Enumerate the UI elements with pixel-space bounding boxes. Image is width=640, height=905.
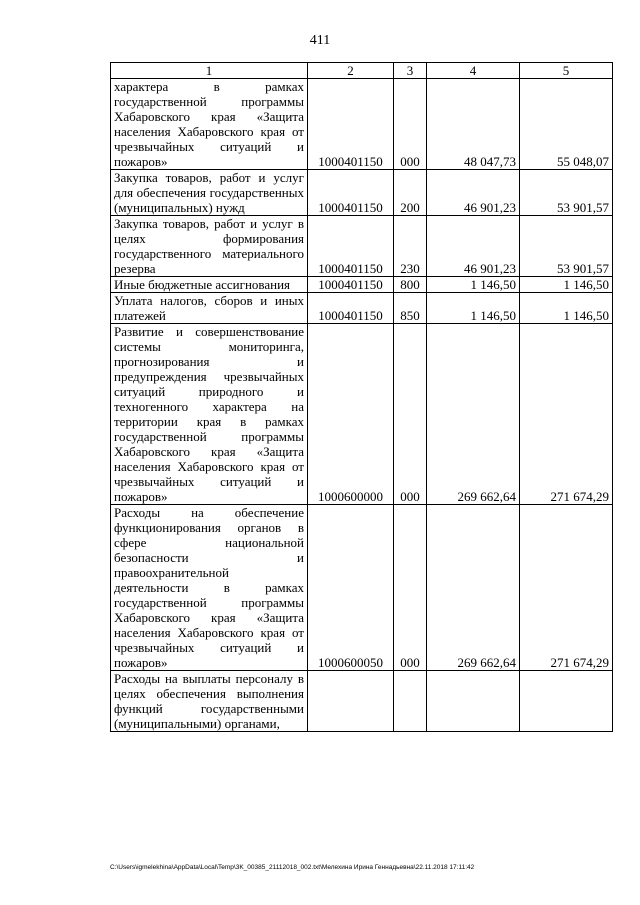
row-name: Расходы на выплаты персоналу в целях обеспечения выполнения функций государственными (муниципальными) органами, <box>111 671 308 732</box>
table-row <box>111 505 613 671</box>
row-expense-type: 000 <box>394 79 427 170</box>
row-code: 1000600000 <box>308 324 394 505</box>
row-amount-2: 1 146,50 <box>520 277 613 293</box>
column-header-amount-1: 4 <box>427 63 520 79</box>
row-code: 1000401150 <box>308 170 394 216</box>
row-name: Закупка товаров, работ и услуг для обеспечения государственных (муниципальных) нужд <box>111 170 308 216</box>
row-amount-2 <box>520 671 613 732</box>
row-expense-type: 230 <box>394 216 427 277</box>
row-name: Расходы на обеспечение функционирования органов в сфере национальной безопасности и правоохранительной деятельности в рамках государственной программы Хабаровского края «Защита населения Хабаровского края от чрезвычайных ситуаций и пожаров» <box>111 505 308 671</box>
row-name: Уплата налогов, сборов и иных платежей <box>111 293 308 324</box>
row-code <box>308 671 394 732</box>
table-row <box>111 671 613 732</box>
row-amount-1: 46 901,23 <box>427 216 520 277</box>
row-amount-2: 271 674,29 <box>520 324 613 505</box>
table-row <box>111 170 613 216</box>
budget-table <box>110 62 613 732</box>
row-amount-2: 271 674,29 <box>520 505 613 671</box>
row-code: 1000401150 <box>308 216 394 277</box>
column-header-code: 2 <box>308 63 394 79</box>
row-amount-1: 269 662,64 <box>427 324 520 505</box>
row-expense-type: 000 <box>394 505 427 671</box>
row-name: Закупка товаров, работ и услуг в целях формирования государственного материального резерва <box>111 216 308 277</box>
table-header-row <box>111 63 613 79</box>
row-code: 1000600050 <box>308 505 394 671</box>
row-name: Иные бюджетные ассигнования <box>111 277 308 293</box>
table-row <box>111 216 613 277</box>
row-amount-2: 53 901,57 <box>520 216 613 277</box>
row-expense-type: 800 <box>394 277 427 293</box>
page-number: 411 <box>309 33 331 48</box>
column-header-amount-2: 5 <box>520 63 613 79</box>
row-amount-2: 53 901,57 <box>520 170 613 216</box>
column-header-type: 3 <box>394 63 427 79</box>
row-amount-1: 48 047,73 <box>427 79 520 170</box>
row-name: характера в рамках государственной программы Хабаровского края «Защита населения Хабаровского края от чрезвычайных ситуаций и пожаров» <box>111 79 308 170</box>
table-row <box>111 79 613 170</box>
row-code: 1000401150 <box>308 79 394 170</box>
row-code: 1000401150 <box>308 293 394 324</box>
row-amount-1 <box>427 671 520 732</box>
row-amount-1: 46 901,23 <box>427 170 520 216</box>
row-name: Развитие и совершенствование системы мониторинга, прогнозирования и предупреждения чрезвычайных ситуаций природного и техногенного характера на территории края в рамках государственной программы Хабаровского края «Защита населения Хабаровского края от чрезвычайных ситуаций и пожаров» <box>111 324 308 505</box>
row-amount-1: 1 146,50 <box>427 277 520 293</box>
row-amount-1: 269 662,64 <box>427 505 520 671</box>
table-row <box>111 324 613 505</box>
row-amount-2: 1 146,50 <box>520 293 613 324</box>
row-amount-2: 55 048,07 <box>520 79 613 170</box>
footer-file-path: C:\Users\igmelekhina\AppData\Local\Temp\3K_00385_21112018_002.txt\Мелехина Ирина Геннадьевна\22.11.2018 17:11:42 <box>110 864 475 871</box>
row-expense-type <box>394 671 427 732</box>
table-row <box>111 277 613 293</box>
column-header-name: 1 <box>111 63 308 79</box>
row-expense-type: 200 <box>394 170 427 216</box>
row-amount-1: 1 146,50 <box>427 293 520 324</box>
row-expense-type: 000 <box>394 324 427 505</box>
row-code: 1000401150 <box>308 277 394 293</box>
row-expense-type: 850 <box>394 293 427 324</box>
table-row <box>111 293 613 324</box>
